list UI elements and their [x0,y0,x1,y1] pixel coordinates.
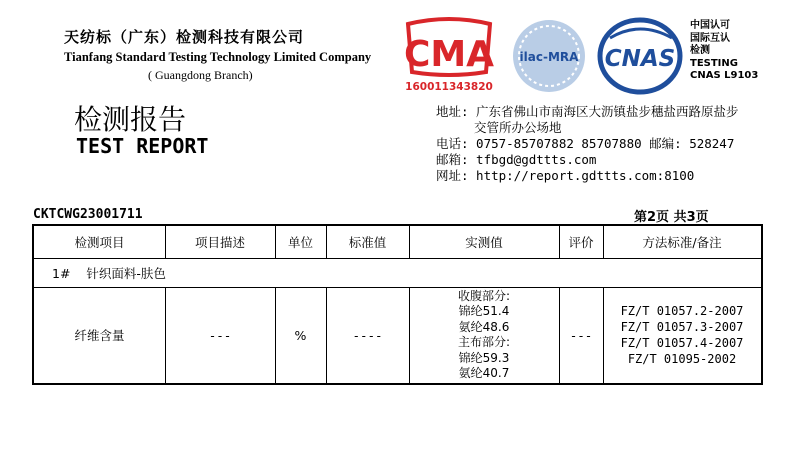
ilac-mra-logo [509,16,589,96]
row-methods [603,287,761,383]
cnas-caption-line: 国际互认 [690,32,730,44]
cma-number: 160011343820 [405,81,493,93]
company-name-en: Tianfang Standard Testing Technology Limited Company [64,50,372,64]
cnas-caption-line: 检测 [690,45,710,56]
row-standard: ---- [352,327,383,343]
address-line-2: 交管所办公场地 [474,120,562,135]
row-item: 纤维含量 [74,328,125,343]
company-name-cn: 天纺标（广东）检测科技有限公司 [64,28,305,46]
row-unit: % [294,327,307,343]
row-description: --- [208,327,232,343]
header-test-item: 检测项目 [74,235,125,250]
cma-logo-text: CMA [403,34,495,75]
company-branch: ( Guangdong Branch) [148,68,253,82]
page-info: 第2页 共3页 [634,210,709,225]
header-evaluation: 评价 [568,235,594,250]
cnas-logo [596,16,686,96]
ilac-mra-text: ilac-MRA [519,50,579,64]
report-number: CKTCWG23001711 [33,207,143,222]
cma-logo [402,16,496,96]
report-title-en: TEST REPORT [76,134,209,158]
header-standard: 标准值 [348,235,387,250]
phone-line: 电话: 0757-85707882 85707880 邮编: 528247 [436,136,735,151]
measured-line: 氨纶40.7 [458,366,510,380]
measured-line: 主布部分: [457,335,511,349]
sample-label: 1# 针织面料-肤色 [52,265,166,281]
method-line: FZ/T 01057.3-2007 [620,320,744,334]
cnas-caption [690,20,760,83]
measured-line: 收腹部分: [457,288,511,303]
header-description: 项目描述 [194,235,245,250]
results-table [32,224,763,385]
method-line: FZ/T 01057.4-2007 [620,336,744,350]
website-line: 网址: http://report.gdttts.com:8100 [436,168,695,183]
measured-line: 氨纶48.6 [458,319,510,334]
email-line: 邮箱: tfbgd@gdttts.com [436,152,597,167]
row-evaluation: --- [569,327,593,343]
measured-line: 锦纶51.4 [458,304,510,318]
measured-line: 锦纶59.3 [458,350,510,365]
cnas-caption-line: CNAS L9103 [690,70,759,81]
header-measured: 实测值 [465,235,503,250]
header-unit: 单位 [287,235,313,250]
method-line: FZ/T 01057.2-2007 [620,304,744,318]
row-measured [409,287,559,383]
cnas-caption-line: 中国认可 [690,20,730,31]
cnas-caption-line: TESTING [690,57,738,69]
method-line: FZ/T 01095-2002 [627,352,737,366]
cnas-logo-text: CNAS [604,46,676,72]
header-method: 方法标准/备注 [642,235,722,250]
report-title-cn: 检测报告 [74,103,187,136]
address-line-1: 地址: 广东省佛山市南海区大沥镇盐步穗盐西路原盐步 [436,104,739,119]
